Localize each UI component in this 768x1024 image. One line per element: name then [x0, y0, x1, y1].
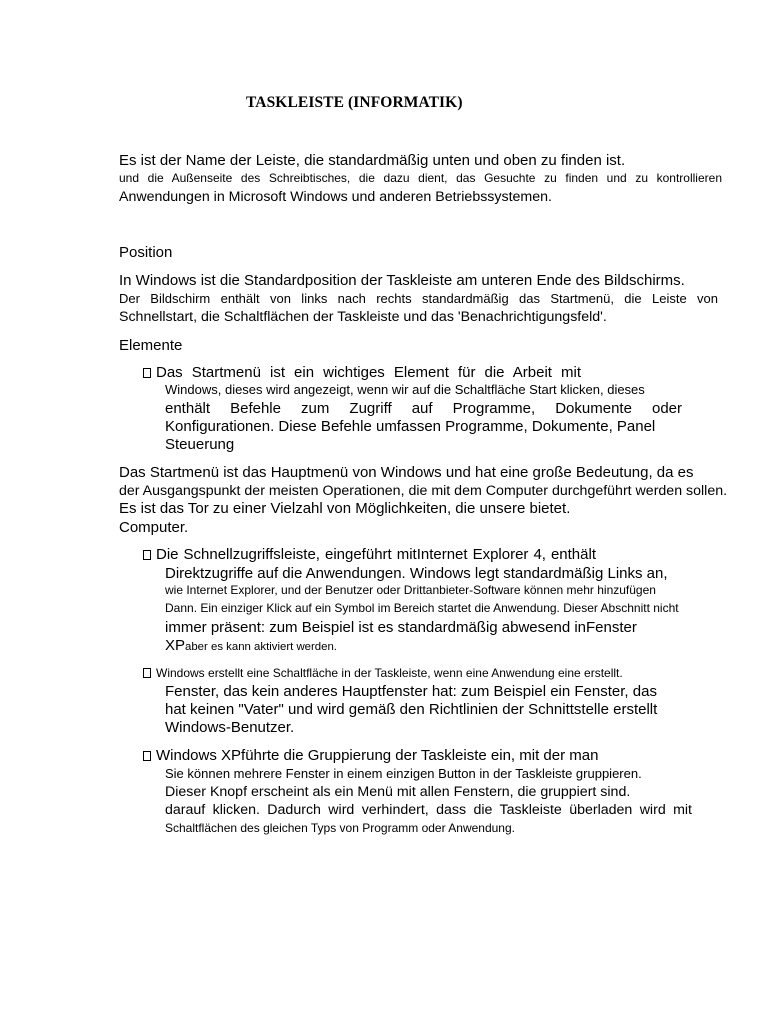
startmenu-para-line-4: Computer.: [119, 519, 189, 536]
bullet-4-line-2: Sie können mehrere Fenster in einem einzigen Button in der Taskleiste gruppieren.: [165, 766, 642, 781]
bullet-3-line-4: Windows-Benutzer.: [165, 719, 295, 736]
bullet-icon: [143, 668, 151, 678]
bullet-icon: [143, 368, 151, 378]
startmenu-para-line-3: Es ist das Tor zu einer Vielzahl von Möglichkeiten, die unsere bietet.: [119, 500, 571, 517]
document-title: TASKLEISTE (INFORMATIK): [246, 94, 463, 111]
bullet-2-line-2: Direktzugriffe auf die Anwendungen. Windows legt standardmäßig Links an,: [165, 565, 668, 582]
bullet-3-first-line: [143, 667, 623, 679]
bullet-1-line-5: Steuerung: [165, 436, 235, 453]
bullet-4-line-4: darauf klicken. Dadurch wird verhindert, dass die Taskleiste überladen wird mit: [165, 802, 692, 818]
intro-line-3: Anwendungen in Microsoft Windows und anderen Betriebssystemen.: [119, 189, 552, 205]
bullet-2-first-line: [143, 547, 596, 562]
bullet-1-line-2: Windows, dieses wird angezeigt, wenn wir auf die Schaltfläche Start klicken, dieses: [165, 382, 645, 397]
intro-line-2: und die Außenseite des Schreibtisches, die dazu dient, das Gesuchte zu finden und zu kontrollieren: [119, 171, 722, 185]
bullet-1-first-line: [143, 365, 581, 380]
intro-line-1: Es ist der Name der Leiste, die standardmäßig unten und oben zu finden ist.: [119, 152, 626, 169]
bullet-1-text: Das Startmenü ist ein wichtiges Element für die Arbeit mit: [156, 364, 581, 381]
bullet-3-text: Windows erstellt eine Schaltfläche in der Taskleiste, wenn eine Anwendung eine erstellt.: [156, 666, 623, 680]
bullet-2-line-6: [165, 638, 337, 654]
startmenu-para-line-1: Das Startmenü ist das Hauptmenü von Windows und hat eine große Bedeutung, da es: [119, 464, 694, 481]
activation-note: aber es kann aktiviert werden.: [185, 641, 337, 653]
xp-text: XP: [165, 637, 186, 654]
bullet-2-text: Die Schnellzugriffsleiste, eingeführt mitInternet Explorer 4, enthält: [156, 546, 596, 563]
bullet-3-line-2: Fenster, das kein anderes Hauptfenster hat: zum Beispiel ein Fenster, das: [165, 683, 657, 700]
bullet-1-line-4: Konfigurationen. Diese Befehle umfassen Programme, Dokumente, Panel: [165, 418, 656, 435]
bullet-2-line-3: wie Internet Explorer, und der Benutzer oder Drittanbieter-Software können mehr hinzufügen: [165, 583, 656, 597]
position-heading: Position: [119, 244, 173, 261]
position-line-2: Der Bildschirm enthält von links nach rechts standardmäßig das Startmenü, die Leiste von: [119, 291, 718, 306]
bullet-3-line-3: hat keinen "Vater" und wird gemäß den Richtlinien der Schnittstelle erstellt: [165, 701, 658, 718]
bullet-4-text: Windows XPführte die Gruppierung der Taskleiste ein, mit der man: [156, 747, 599, 764]
bullet-2-line-4: Dann. Ein einziger Klick auf ein Symbol im Bereich startet die Anwendung. Dieser Abschnitt nicht: [165, 601, 679, 615]
position-line-3: Schnellstart, die Schaltflächen der Taskleiste und das 'Benachrichtigungsfeld'.: [119, 309, 607, 325]
bullet-4-first-line: [143, 748, 598, 763]
bullet-2-line-5: immer präsent: zum Beispiel ist es standardmäßig abwesend inFenster: [165, 619, 637, 636]
bullet-icon: [143, 751, 151, 761]
position-line-1: In Windows ist die Standardposition der Taskleiste am unteren Ende des Bildschirms.: [119, 272, 685, 289]
bullet-icon: [143, 550, 151, 560]
bullet-1-line-3: enthält Befehle zum Zugriff auf Programme, Dokumente oder: [165, 400, 682, 417]
bullet-4-line-5: Schaltflächen des gleichen Typs von Programm oder Anwendung.: [165, 821, 515, 835]
startmenu-para-line-2: der Ausgangspunkt der meisten Operationen, die mit dem Computer durchgeführt werden sollen.: [119, 483, 728, 499]
elemente-heading: Elemente: [119, 337, 183, 354]
bullet-4-line-3: Dieser Knopf erscheint als ein Menü mit allen Fenstern, die gruppiert sind.: [165, 784, 631, 800]
